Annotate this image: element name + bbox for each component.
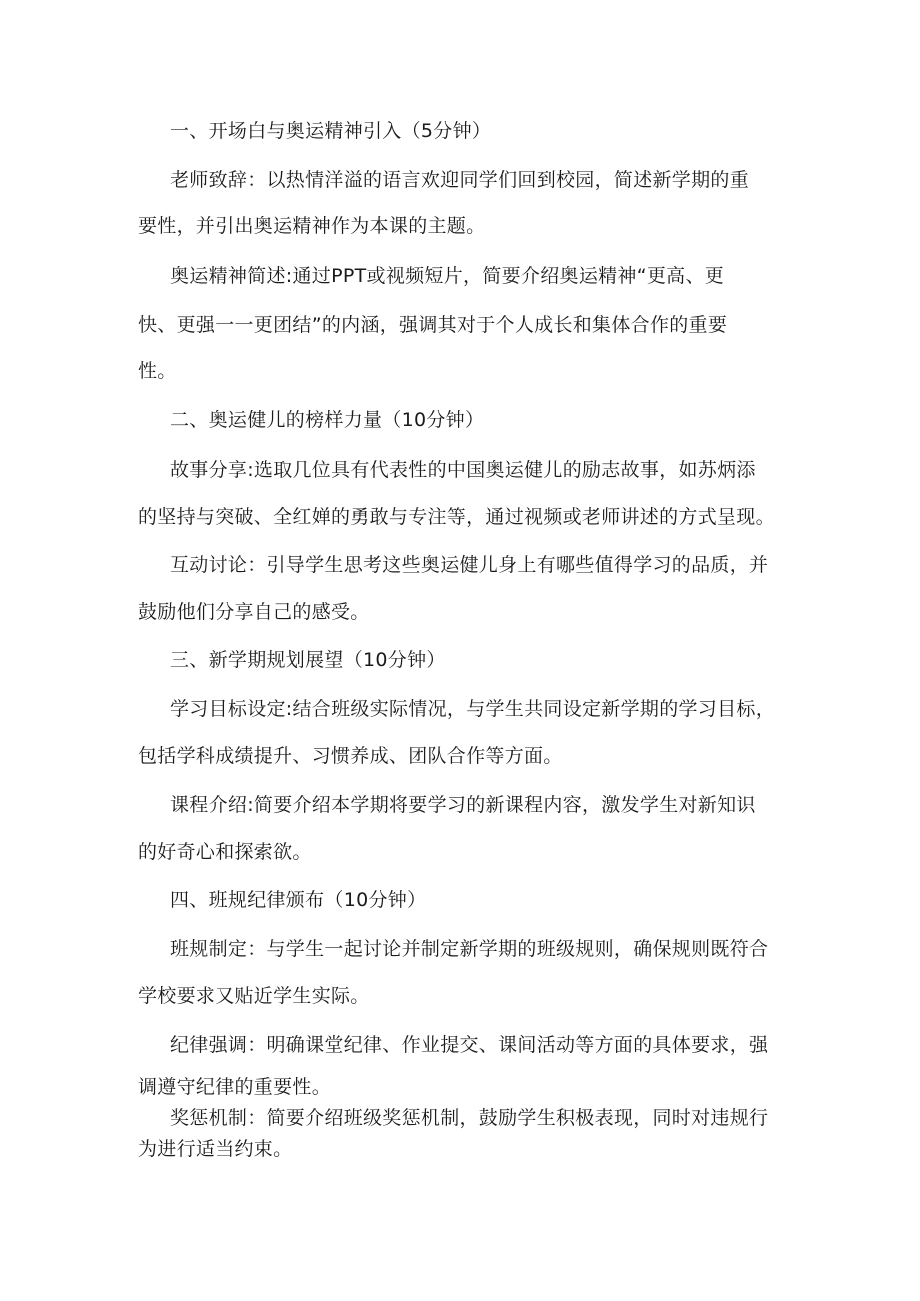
section-heading-2: 二、奥运健儿的榜样力量（10分钟） — [170, 409, 485, 431]
paragraph-line: 的好奇心和探索欲。 — [138, 841, 312, 863]
paragraph-line: 班规制定：与学生一起讨论并制定新学期的班级规则，确保规则既符合 — [170, 938, 769, 960]
paragraph-line: 奖惩机制：简要介绍班级奖惩机制，鼓励学生积极表现，同时对违规行 — [170, 1107, 769, 1129]
section-heading-4: 四、班规纪律颁布（10分钟） — [170, 889, 427, 911]
paragraph-line: 调遵守纪律的重要性。 — [138, 1076, 332, 1098]
paragraph-line: 的坚持与突破、全红婵的勇敢与专注等，通过视频或老师讲述的方式呈现。 — [138, 506, 775, 528]
paragraph-line: 奥运精神简述:通过PPT或视频短片，简要介绍奥运精神“更高、更 — [170, 265, 725, 287]
paragraph-line: 老师致辞：以热情洋溢的语言欢迎同学们回到校园，简述新学期的重 — [170, 169, 750, 191]
paragraph-line: 包括学科成绩提升、习惯养成、团队合作等方面。 — [138, 745, 563, 767]
section-heading-1: 一、开场白与奥运精神引入（5分钟） — [170, 120, 492, 142]
paragraph-line: 为进行适当约束。 — [138, 1138, 293, 1160]
paragraph-line: 学习目标设定:结合班级实际情况，与学生共同设定新学期的学习目标， — [170, 698, 776, 720]
paragraph-line: 学校要求又贴近学生实际。 — [138, 985, 370, 1007]
paragraph-line: 纪律强调：明确课堂纪律、作业提交、课间活动等方面的具体要求，强 — [170, 1034, 769, 1056]
paragraph-line: 要性，并引出奥运精神作为本课的主题。 — [138, 215, 486, 237]
paragraph-line: 故事分享:选取几位具有代表性的中国奥运健儿的励志故事，如苏炳添 — [170, 459, 756, 481]
paragraph-line: 互动讨论：引导学生思考这些奥运健儿身上有哪些值得学习的品质，并 — [170, 554, 769, 576]
section-heading-3: 三、新学期规划展望（10分钟） — [170, 649, 446, 671]
paragraph-line: 快、更强一一更团结”的内涵，强调其对于个人成长和集体合作的重要 — [138, 314, 728, 336]
paragraph-line: 课程介绍:简要介绍本学期将要学习的新课程内容，激发学生对新知识 — [170, 794, 756, 816]
paragraph-line: 性。 — [138, 360, 177, 382]
paragraph-line: 鼓励他们分享自己的感受。 — [138, 601, 370, 623]
